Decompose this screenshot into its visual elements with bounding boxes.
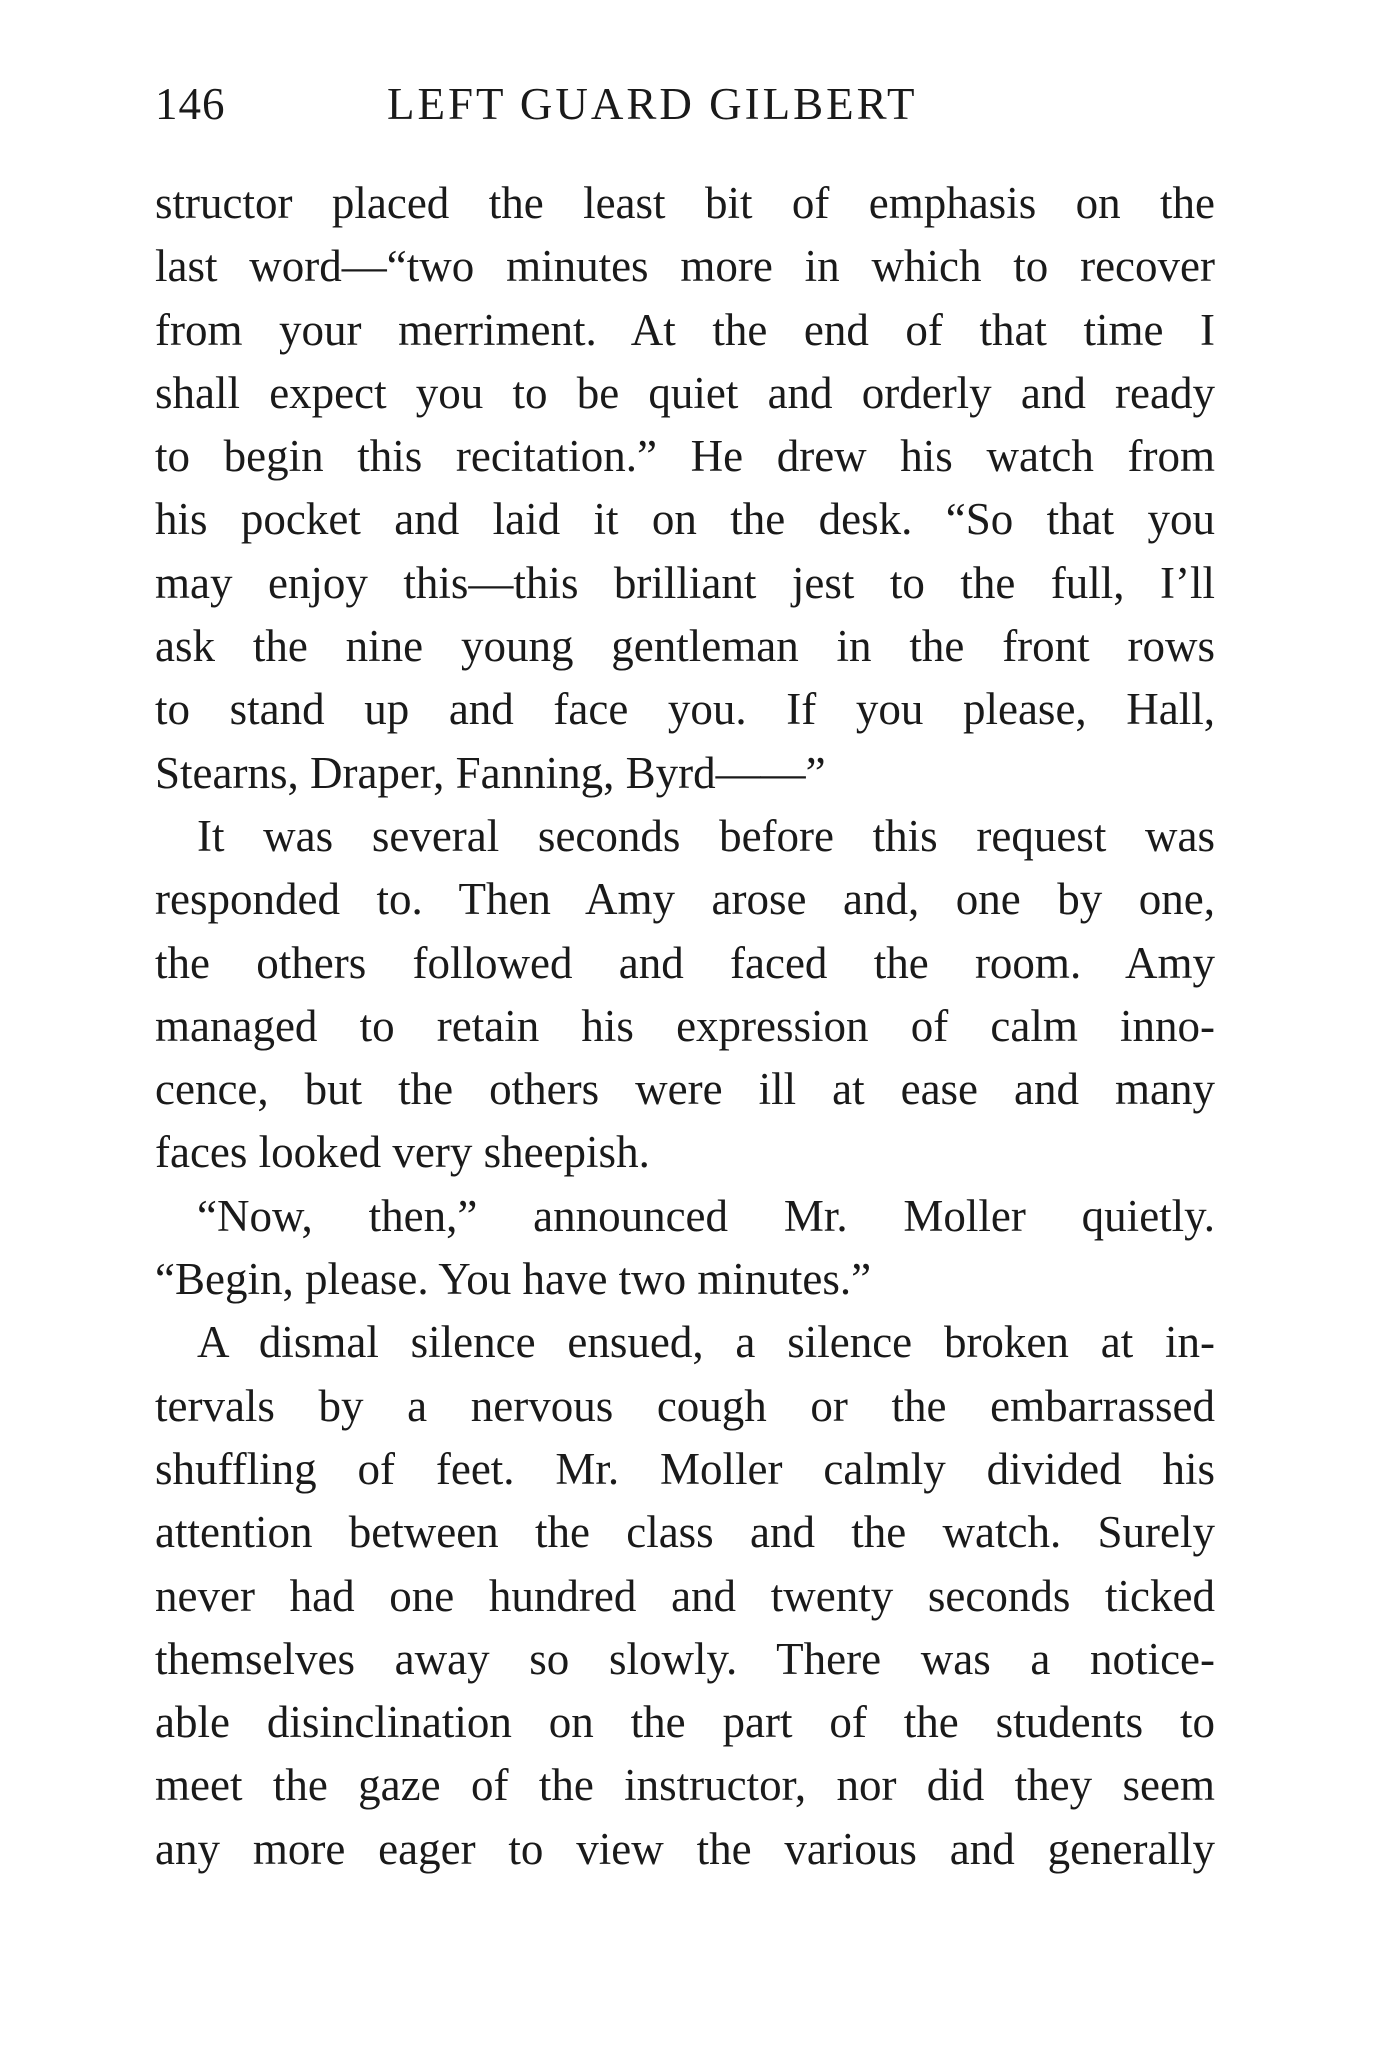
text-line: to begin this recitation.” He drew his watch from bbox=[155, 431, 1215, 482]
text-line: shall expect you to be quiet and orderly and ready bbox=[155, 367, 1215, 418]
text-line: cence, but the others were ill at ease and many bbox=[155, 1064, 1215, 1115]
text-line: managed to retain his expression of calm inno- bbox=[155, 1000, 1215, 1051]
text-line: shuffling of feet. Mr. Moller calmly divided his bbox=[155, 1443, 1215, 1494]
text-line: may enjoy this—this brilliant jest to the full, I’ll bbox=[155, 557, 1215, 608]
text-line: It was several seconds before this request was bbox=[197, 810, 1215, 861]
text-line: last word—“two minutes more in which to recover bbox=[155, 241, 1215, 292]
text-line: his pocket and laid it on the desk. “So that you bbox=[155, 494, 1215, 545]
text-line: meet the gaze of the instructor, nor did they seem bbox=[155, 1760, 1215, 1811]
text-line: ask the nine young gentleman in the front rows bbox=[155, 621, 1215, 672]
text-line: “Now, then,” announced Mr. Moller quietly. bbox=[197, 1190, 1215, 1241]
text-line: responded to. Then Amy arose and, one by one, bbox=[155, 874, 1215, 925]
text-line: “Begin, please. You have two minutes.” bbox=[155, 1254, 872, 1305]
page-header bbox=[155, 78, 1215, 138]
text-line: attention between the class and the watch. Surely bbox=[155, 1507, 1215, 1558]
page-number: 146 bbox=[155, 79, 226, 129]
text-line: tervals by a nervous cough or the embarrassed bbox=[155, 1380, 1215, 1431]
text-line: themselves away so slowly. There was a notice- bbox=[155, 1633, 1215, 1684]
text-line: Stearns, Draper, Fanning, Byrd——” bbox=[155, 747, 826, 798]
text-line: structor placed the least bit of emphasis on the bbox=[155, 178, 1215, 228]
text-line: A dismal silence ensued, a silence broken at in- bbox=[197, 1317, 1215, 1368]
text-line: faces looked very sheepish. bbox=[155, 1127, 650, 1178]
body-text bbox=[155, 172, 1215, 1881]
text-line: any more eager to view the various and generally bbox=[155, 1823, 1215, 1874]
text-line: able disinclination on the part of the students to bbox=[155, 1697, 1215, 1748]
text-line: never had one hundred and twenty seconds ticked bbox=[155, 1570, 1215, 1621]
text-line: to stand up and face you. If you please, Hall, bbox=[155, 684, 1215, 735]
running-title: LEFT GUARD GILBERT bbox=[387, 79, 918, 129]
text-line: from your merriment. At the end of that time I bbox=[155, 304, 1215, 355]
text-line: the others followed and faced the room. Amy bbox=[155, 937, 1215, 988]
